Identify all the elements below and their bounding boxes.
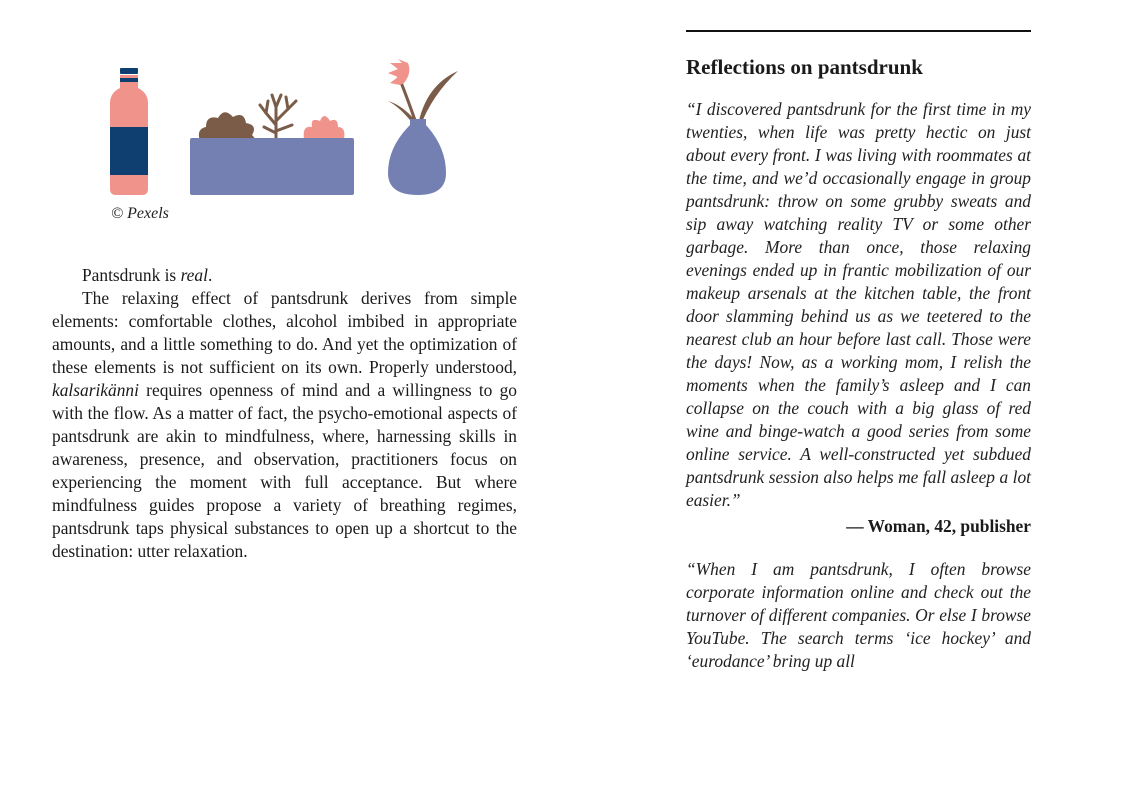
section-title: Reflections on pantsdrunk <box>686 55 923 79</box>
paragraph-intro <box>52 264 517 287</box>
bottle-icon <box>110 68 148 195</box>
emphasis-real: real <box>180 265 208 285</box>
main-body-text <box>52 264 517 563</box>
paragraph-body <box>52 287 517 563</box>
paragraph-body-part1: The relaxing effect of pantsdrunk derives from simple elements: comfortable clothes, alcohol imbibed in appropriate amounts, and a little something to do. And yet the optimization of these elements is not sufficient on its own. Properly understood, <box>52 288 517 377</box>
testimonial-attribution: — Woman, 42, publisher <box>846 516 1031 536</box>
vase-icon <box>388 59 458 195</box>
image-credit: © Pexels <box>111 205 169 222</box>
paragraph-body-part2: requires openness of mind and a willingness to go with the flow. As a matter of fact, the psycho-emotional aspects of pantsdrunk are akin to mindfulness, where, harnessing skills in awareness, presence, and observation, practitioners focus on experiencing the moment with full acceptance. But where mindfulness guides propose a variety of breathing regimes, pantsdrunk taps physical substances to open up a shortcut to the destination: utter relaxation. <box>52 380 517 561</box>
paragraph-intro-text: Pantsdrunk is <box>82 265 181 285</box>
sidebar-reflections <box>686 30 1031 673</box>
testimonial-quote-2: “When I am pantsdrunk, I often browse corporate information online and check out the turnover of different companies. Or else I browse YouTube. The search terms ‘ice hockey’ and ‘eurodance’ bring up all <box>686 559 1031 671</box>
emphasis-kalsarikanni: kalsarikänni <box>52 380 139 400</box>
paragraph-intro-end: . <box>207 265 213 285</box>
illustration <box>100 55 480 205</box>
planter-icon <box>190 95 354 195</box>
testimonial-quote: “I discovered pantsdrunk for the first time in my twenties, when life was pretty hectic on just about every front. I was living with roommates at the time, and we’d occasionally engage in group pantsdrunk: throw on some grubby sweats and sip away watching reality TV or some other garbage. More than once, those relaxing evenings ended up in frantic mobilization of our makeup arsenals at the kitchen table, the front door slamming behind us as we teetered to the nearest club an hour before last call. Those were the days! Now, as a working mom, I relish the moments when the family’s asleep and I can collapse on the couch with a big glass of red wine and binge-watch a good series from some online service. A well-constructed yet subdued pantsdrunk session also helps me fall asleep a lot easier.” <box>686 99 1031 510</box>
divider-rule <box>686 30 1031 32</box>
